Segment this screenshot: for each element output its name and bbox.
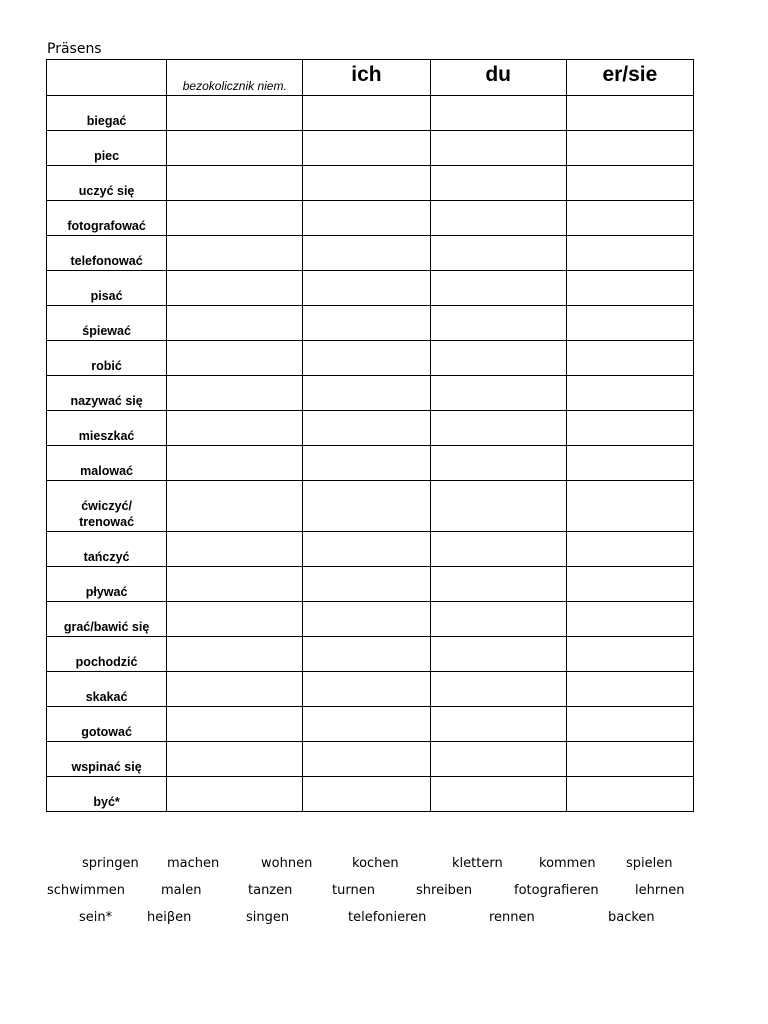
bank-word: fotografieren xyxy=(514,883,599,898)
bank-word: schwimmen xyxy=(47,883,125,898)
infinitive-answer-cell xyxy=(167,201,303,236)
verb-cell: pisać xyxy=(47,271,167,306)
ich-answer-cell xyxy=(303,742,430,777)
table-row xyxy=(47,166,694,201)
du-answer-cell xyxy=(430,777,566,812)
header-er-sie: er/sie xyxy=(566,60,693,96)
table-header-row xyxy=(47,60,694,96)
bank-word: klettern xyxy=(452,856,503,871)
verb-cell: być* xyxy=(47,777,167,812)
er-sie-answer-cell xyxy=(566,532,693,567)
er-sie-answer-cell xyxy=(566,707,693,742)
header-ich: ich xyxy=(303,60,430,96)
infinitive-answer-cell xyxy=(167,532,303,567)
verb-cell: tańczyć xyxy=(47,532,167,567)
bank-word: rennen xyxy=(489,910,535,925)
table-row xyxy=(47,602,694,637)
table-row xyxy=(47,271,694,306)
infinitive-answer-cell xyxy=(167,271,303,306)
bank-word: springen xyxy=(82,856,139,871)
verb-cell: gotować xyxy=(47,707,167,742)
table-row xyxy=(47,777,694,812)
infinitive-answer-cell xyxy=(167,567,303,602)
er-sie-answer-cell xyxy=(566,306,693,341)
table-row xyxy=(47,637,694,672)
infinitive-answer-cell xyxy=(167,306,303,341)
bank-word: heiβen xyxy=(147,910,192,925)
du-answer-cell xyxy=(430,236,566,271)
verb-cell: mieszkać xyxy=(47,411,167,446)
du-answer-cell xyxy=(430,707,566,742)
verb-cell: wspinać się xyxy=(47,742,167,777)
du-answer-cell xyxy=(430,306,566,341)
infinitive-answer-cell xyxy=(167,236,303,271)
ich-answer-cell xyxy=(303,532,430,567)
er-sie-answer-cell xyxy=(566,446,693,481)
er-sie-answer-cell xyxy=(566,166,693,201)
ich-answer-cell xyxy=(303,446,430,481)
er-sie-answer-cell xyxy=(566,376,693,411)
du-answer-cell xyxy=(430,131,566,166)
er-sie-answer-cell xyxy=(566,201,693,236)
bank-word: sein* xyxy=(79,910,113,925)
ich-answer-cell xyxy=(303,166,430,201)
infinitive-answer-cell xyxy=(167,166,303,201)
bank-word: kommen xyxy=(539,856,596,871)
er-sie-answer-cell xyxy=(566,602,693,637)
bank-word: shreiben xyxy=(416,883,473,898)
er-sie-answer-cell xyxy=(566,131,693,166)
ich-answer-cell xyxy=(303,271,430,306)
du-answer-cell xyxy=(430,201,566,236)
er-sie-answer-cell xyxy=(566,637,693,672)
table-row xyxy=(47,411,694,446)
table-row xyxy=(47,446,694,481)
ich-answer-cell xyxy=(303,707,430,742)
table-row xyxy=(47,672,694,707)
bank-word: wohnen xyxy=(261,856,313,871)
du-answer-cell xyxy=(430,637,566,672)
du-answer-cell xyxy=(430,742,566,777)
table-row xyxy=(47,567,694,602)
verb-cell: nazywać się xyxy=(47,376,167,411)
bank-word: lehrnen xyxy=(635,883,685,898)
header-du: du xyxy=(430,60,566,96)
bank-word: spielen xyxy=(626,856,673,871)
ich-answer-cell xyxy=(303,236,430,271)
er-sie-answer-cell xyxy=(566,672,693,707)
bank-word: machen xyxy=(167,856,220,871)
verb-cell: śpiewać xyxy=(47,306,167,341)
header-infinitive: bezokolicznik niem. xyxy=(167,60,303,96)
er-sie-answer-cell xyxy=(566,96,693,131)
bank-word: malen xyxy=(161,883,202,898)
infinitive-answer-cell xyxy=(167,777,303,812)
infinitive-answer-cell xyxy=(167,481,303,532)
ich-answer-cell xyxy=(303,341,430,376)
table-row xyxy=(47,742,694,777)
verb-cell: telefonować xyxy=(47,236,167,271)
bank-word: telefonieren xyxy=(348,910,427,925)
er-sie-answer-cell xyxy=(566,481,693,532)
er-sie-answer-cell xyxy=(566,341,693,376)
bank-word: singen xyxy=(246,910,290,925)
table-row xyxy=(47,131,694,166)
du-answer-cell xyxy=(430,672,566,707)
du-answer-cell xyxy=(430,567,566,602)
table-row xyxy=(47,236,694,271)
bank-word: turnen xyxy=(332,883,375,898)
du-answer-cell xyxy=(430,481,566,532)
ich-answer-cell xyxy=(303,637,430,672)
er-sie-answer-cell xyxy=(566,411,693,446)
verb-cell: robić xyxy=(47,341,167,376)
ich-answer-cell xyxy=(303,481,430,532)
du-answer-cell xyxy=(430,96,566,131)
du-answer-cell xyxy=(430,602,566,637)
verb-cell: uczyć się xyxy=(47,166,167,201)
ich-answer-cell xyxy=(303,201,430,236)
verb-cell: grać/bawić się xyxy=(47,602,167,637)
verb-cell: skakać xyxy=(47,672,167,707)
du-answer-cell xyxy=(430,376,566,411)
table-row xyxy=(47,707,694,742)
du-answer-cell xyxy=(430,446,566,481)
ich-answer-cell xyxy=(303,411,430,446)
verb-cell: pływać xyxy=(47,567,167,602)
infinitive-answer-cell xyxy=(167,131,303,166)
du-answer-cell xyxy=(430,341,566,376)
table-row xyxy=(47,306,694,341)
ich-answer-cell xyxy=(303,602,430,637)
infinitive-answer-cell xyxy=(167,637,303,672)
infinitive-answer-cell xyxy=(167,672,303,707)
table-row xyxy=(47,532,694,567)
bank-word: kochen xyxy=(352,856,399,871)
infinitive-answer-cell xyxy=(167,411,303,446)
infinitive-answer-cell xyxy=(167,742,303,777)
infinitive-answer-cell xyxy=(167,446,303,481)
table-row xyxy=(47,376,694,411)
er-sie-answer-cell xyxy=(566,271,693,306)
verb-cell: pochodzić xyxy=(47,637,167,672)
bank-word: tanzen xyxy=(248,883,293,898)
er-sie-answer-cell xyxy=(566,742,693,777)
ich-answer-cell xyxy=(303,672,430,707)
table-row xyxy=(47,481,694,532)
table-row xyxy=(47,341,694,376)
verb-rows xyxy=(47,96,694,812)
page-title: Präsens xyxy=(47,41,102,57)
infinitive-answer-cell xyxy=(167,341,303,376)
infinitive-answer-cell xyxy=(167,707,303,742)
er-sie-answer-cell xyxy=(566,567,693,602)
du-answer-cell xyxy=(430,271,566,306)
infinitive-answer-cell xyxy=(167,96,303,131)
du-answer-cell xyxy=(430,411,566,446)
verb-cell: fotografować xyxy=(47,201,167,236)
ich-answer-cell xyxy=(303,96,430,131)
bank-word: backen xyxy=(608,910,655,925)
header-empty-cell xyxy=(47,60,167,96)
verb-cell: biegać xyxy=(47,96,167,131)
ich-answer-cell xyxy=(303,131,430,166)
ich-answer-cell xyxy=(303,306,430,341)
conjugation-table xyxy=(46,59,694,812)
ich-answer-cell xyxy=(303,567,430,602)
verb-cell: piec xyxy=(47,131,167,166)
du-answer-cell xyxy=(430,532,566,567)
infinitive-answer-cell xyxy=(167,376,303,411)
er-sie-answer-cell xyxy=(566,777,693,812)
ich-answer-cell xyxy=(303,777,430,812)
infinitive-answer-cell xyxy=(167,602,303,637)
ich-answer-cell xyxy=(303,376,430,411)
table-row xyxy=(47,201,694,236)
verb-cell: ćwiczyć/ trenować xyxy=(47,481,167,532)
du-answer-cell xyxy=(430,166,566,201)
table-row xyxy=(47,96,694,131)
er-sie-answer-cell xyxy=(566,236,693,271)
verb-cell: malować xyxy=(47,446,167,481)
